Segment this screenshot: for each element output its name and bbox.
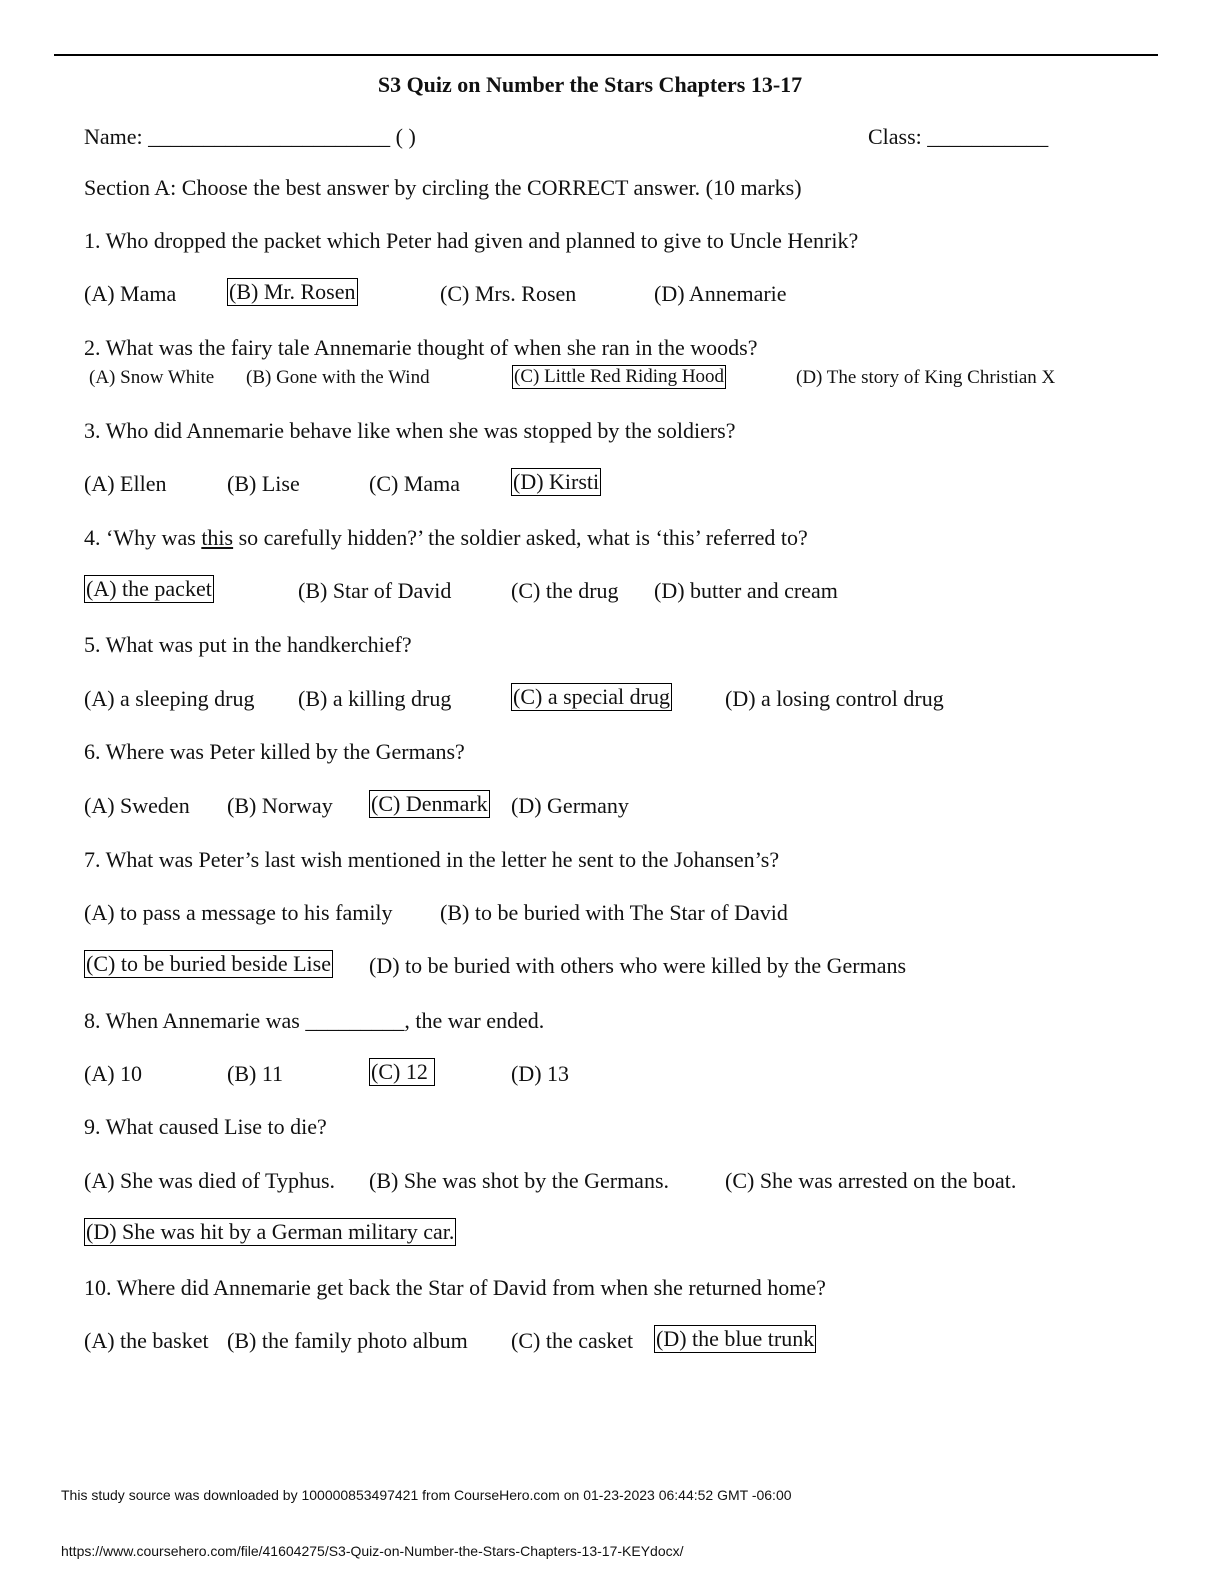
underlined-this: this [201,525,234,550]
q3-option-c[interactable]: (C) Mama [369,471,461,496]
q5-option-a[interactable]: (A) a sleeping drug [84,686,255,711]
q8-option-d[interactable]: (D) 13 [511,1061,570,1086]
q2-option-c-answer[interactable]: (C) Little Red Riding Hood [514,366,725,387]
section-heading: Section A: Choose the best answer by circling the CORRECT answer. (10 marks) [84,175,802,200]
q5-option-b[interactable]: (B) a killing drug [298,686,452,711]
question-6: 6. Where was Peter killed by the Germans? [84,739,465,764]
question-2: 2. What was the fairy tale Annemarie thought of when she ran in the woods? [84,335,758,360]
question-3: 3. Who did Annemarie behave like when she was stopped by the soldiers? [84,418,736,443]
q6-option-a[interactable]: (A) Sweden [84,793,190,818]
q6-option-d[interactable]: (D) Germany [511,793,629,818]
q9-option-a[interactable]: (A) She was died of Typhus. [84,1168,336,1193]
top-rule [54,54,1158,56]
q1-option-c[interactable]: (C) Mrs. Rosen [440,281,577,306]
q4-option-c[interactable]: (C) the drug [511,578,619,603]
q10-option-c[interactable]: (C) the casket [511,1328,634,1353]
q7-option-b[interactable]: (B) to be buried with The Star of David [440,900,788,925]
question-1: 1. Who dropped the packet which Peter had given and planned to give to Uncle Henrik? [84,228,859,253]
source-url[interactable]: https://www.coursehero.com/file/41604275/S3-Quiz-on-Number-the-Stars-Chapters-13-17-KEYdocx/ [61,1543,684,1559]
q7-option-c-answer[interactable]: (C) to be buried beside Lise [86,951,331,976]
q1-option-b-answer[interactable]: (B) Mr. Rosen [229,279,356,304]
q10-option-d-answer[interactable]: (D) the blue trunk [656,1326,815,1351]
q8-option-c-answer[interactable]: (C) 12 [371,1059,434,1084]
q4-option-b[interactable]: (B) Star of David [298,578,452,603]
q10-option-b[interactable]: (B) the family photo album [227,1328,468,1353]
q8-option-a[interactable]: (A) 10 [84,1061,143,1086]
name-field-label: Name: ______________________ ( ) [84,124,416,149]
q6-option-c-answer[interactable]: (C) Denmark [371,791,488,816]
q4-option-d[interactable]: (D) butter and cream [654,578,838,603]
question-9: 9. What caused Lise to die? [84,1114,327,1139]
question-10: 10. Where did Annemarie get back the Star of David from when she returned home? [84,1275,826,1300]
q9-option-b[interactable]: (B) She was shot by the Germans. [369,1168,670,1193]
q9-option-c[interactable]: (C) She was arrested on the boat. [725,1168,1017,1193]
q3-option-b[interactable]: (B) Lise [227,471,300,496]
class-field-label: Class: ___________ [868,124,1049,149]
question-4: 4. ‘Why was this so carefully hidden?’ the soldier asked, what is ‘this’ referred to? [84,525,808,550]
q5-option-c-answer[interactable]: (C) a special drug [513,684,670,709]
download-notice: This study source was downloaded by 100000853497421 from CourseHero.com on 01-23-2023 06:44:52 GMT -06:00 [61,1487,792,1503]
q7-option-a[interactable]: (A) to pass a message to his family [84,900,393,925]
question-5: 5. What was put in the handkerchief? [84,632,412,657]
question-7: 7. What was Peter’s last wish mentioned in the letter he sent to the Johansen’s? [84,847,780,872]
q3-option-d-answer[interactable]: (D) Kirsti [513,469,600,494]
q10-option-a[interactable]: (A) the basket [84,1328,209,1353]
q1-option-a[interactable]: (A) Mama [84,281,177,306]
q4-option-a-answer[interactable]: (A) the packet [86,576,212,601]
q8-option-b[interactable]: (B) 11 [227,1061,284,1086]
page-title: S3 Quiz on Number the Stars Chapters 13-17 [377,72,803,97]
q9-option-d-answer[interactable]: (D) She was hit by a German military car. [86,1219,455,1244]
q2-option-b[interactable]: (B) Gone with the Wind [246,367,430,388]
q6-option-b[interactable]: (B) Norway [227,793,333,818]
q5-option-d[interactable]: (D) a losing control drug [725,686,944,711]
q7-option-d[interactable]: (D) to be buried with others who were killed by the Germans [369,953,907,978]
q2-option-a[interactable]: (A) Snow White [89,367,215,388]
q2-option-d[interactable]: (D) The story of King Christian X [796,367,1056,388]
q3-option-a[interactable]: (A) Ellen [84,471,167,496]
q1-option-d[interactable]: (D) Annemarie [654,281,787,306]
question-8: 8. When Annemarie was _________, the war ended. [84,1008,545,1033]
